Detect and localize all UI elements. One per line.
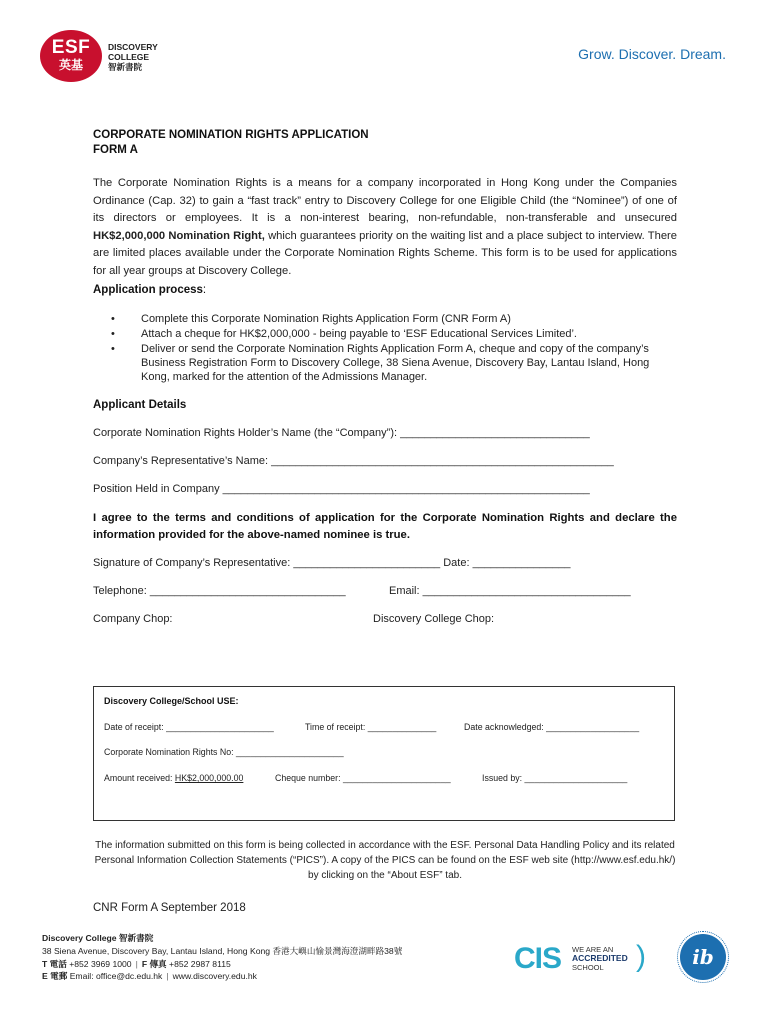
- intro-paragraph: [93, 175, 677, 280]
- company-chop-label: Company Chop:: [93, 613, 173, 625]
- list-item: [111, 327, 679, 341]
- process-heading: [93, 284, 206, 296]
- footer-address-cn: 香港大嶼山愉景灣海澄湖畔路38號: [272, 945, 403, 956]
- email-field[interactable]: Email: __________________________________: [389, 585, 631, 597]
- college-logo-text: [108, 42, 158, 72]
- issued-by-field[interactable]: Issued by: _____________________: [482, 773, 628, 783]
- position-field[interactable]: Position Held in Company ____________________________________________________________: [93, 483, 590, 495]
- process-step-text: Deliver or send the Corporate Nomination Rights Application Form A, cheque and copy of the company’s Business Registration Form to Discovery College, 38 Siena Avenue, Discovery Bay, Lantau Island, Hong Kong, marked for the attention of the Admissions Manager.: [141, 343, 650, 384]
- footer-college-name: Discovery College: [42, 933, 117, 943]
- footer-website[interactable]: www.discovery.edu.hk: [172, 971, 257, 982]
- bullet-icon: •: [111, 343, 115, 355]
- representative-name-field[interactable]: Company’s Representative’s Name: ________________________________________________________: [93, 455, 614, 467]
- privacy-statement: The information submitted on this form is being collected in accordance with the ESF. Personal Data Handling Policy and its related Personal Information Collection Statements (“PICS”). A copy of the PICS can be found on the ESF web site (http://www.esf.edu.hk/) by clicking on the “About ESF” tab.: [94, 840, 676, 881]
- ib-logo-text: ib: [692, 945, 714, 969]
- tagline: Grow. Discover. Dream.: [578, 46, 726, 62]
- office-use-box: [93, 686, 675, 821]
- cis-line3: SCHOOL: [572, 963, 604, 972]
- email-label: E 電郵: [42, 971, 68, 982]
- time-of-receipt-field[interactable]: Time of receipt: ______________: [305, 722, 437, 732]
- amount-received-field[interactable]: [104, 773, 243, 783]
- process-list: [111, 312, 679, 385]
- cis-accreditation-logo: [514, 942, 646, 978]
- cis-paren: ): [636, 940, 646, 973]
- bullet-icon: •: [111, 328, 115, 340]
- esf-logo: [40, 30, 102, 82]
- intro-text-before: The Corporate Nomination Rights is a means for a company incorporated in Hong Kong under the Companies Ordinance (Cap. 32) to gain a “fast track” entry to Discovery College for one Eligible Child (the “Nominee”) of one of its directors or employees. It is a non-interest bearing, non-refundable, non-transferable and unsecured: [93, 177, 677, 224]
- process-heading-colon: :: [202, 284, 207, 296]
- bullet-icon: •: [111, 313, 115, 325]
- amount-value: HK$2,000,000.00: [174, 773, 244, 783]
- form-title: [93, 128, 369, 158]
- cnr-number-field[interactable]: Corporate Nomination Rights No: ______________________: [104, 747, 344, 757]
- footer-fax: +852 2987 8115: [169, 958, 231, 969]
- footer-email[interactable]: Email: office@dc.edu.hk: [69, 971, 163, 982]
- college-name-chinese: 智新書院: [108, 62, 143, 72]
- cis-line1: WE ARE AN: [572, 945, 614, 954]
- form-title-line2: FORM A: [93, 144, 138, 156]
- footer-address-en: 38 Siena Avenue, Discovery Bay, Lantau Island, Hong Kong: [42, 945, 271, 956]
- tel-label: T 電話: [42, 958, 67, 969]
- process-heading-text: Application process: [93, 284, 203, 296]
- footer-address: [42, 932, 402, 983]
- list-item: [111, 312, 679, 326]
- intro-text-after: which guarantees priority on the waiting list and a place subject to interview. There are limited places available under the Corporate Nomination Rights Scheme. This form is to be used for applications for all year groups at Discovery College.: [93, 229, 677, 277]
- footer-telephone: +852 3969 1000: [69, 958, 132, 969]
- agreement-statement: I agree to the terms and conditions of application for the Corporate Nomination Rights and declare the information provided for the above-named nominee is true.: [93, 512, 677, 541]
- college-name-line1: DISCOVERY: [108, 42, 158, 52]
- signature-date-field[interactable]: Signature of Company’s Representative: ________________________ Date: ________________: [93, 557, 571, 569]
- cis-line2: ACCREDITED: [572, 953, 628, 963]
- date-of-receipt-field[interactable]: Date of receipt: ______________________: [104, 722, 274, 732]
- office-use-title: Discovery College/School USE:: [104, 696, 239, 706]
- ib-logo: [680, 934, 726, 980]
- footer-college-chinese: 智新書院: [118, 933, 154, 943]
- footer-separator: |: [135, 958, 138, 969]
- college-name-line2: COLLEGE: [108, 52, 150, 62]
- footer-separator: |: [166, 971, 169, 982]
- applicant-heading: Applicant Details: [93, 399, 187, 411]
- esf-logo-chinese: 英基: [58, 58, 83, 72]
- form-version-date: CNR Form A September 2018: [93, 902, 246, 914]
- telephone-field[interactable]: Telephone: ________________________________: [93, 585, 346, 597]
- esf-logo-text: ESF: [51, 37, 91, 58]
- cis-accreditation-text: [572, 945, 628, 972]
- list-item: [111, 342, 679, 385]
- holder-name-field[interactable]: Corporate Nomination Rights Holder’s Name (the “Company”): _______________________________: [93, 427, 590, 439]
- form-title-line1: CORPORATE NOMINATION RIGHTS APPLICATION: [93, 129, 369, 141]
- process-step-text: Complete this Corporate Nomination Rights Application Form (CNR Form A): [141, 313, 511, 325]
- college-chop-label: Discovery College Chop:: [373, 613, 495, 625]
- date-acknowledged-field[interactable]: Date acknowledged: ___________________: [464, 722, 640, 732]
- process-step-text: Attach a cheque for HK$2,000,000 - being payable to ‘ESF Educational Services Limited’.: [141, 328, 577, 340]
- intro-bold-amount: HK$2,000,000 Nomination Right,: [93, 229, 265, 242]
- cis-logo-text: CIS: [514, 942, 562, 975]
- amount-label: Amount received:: [104, 773, 175, 783]
- cheque-number-field[interactable]: Cheque number: ______________________: [275, 773, 451, 783]
- fax-label: F 傳真: [141, 958, 167, 969]
